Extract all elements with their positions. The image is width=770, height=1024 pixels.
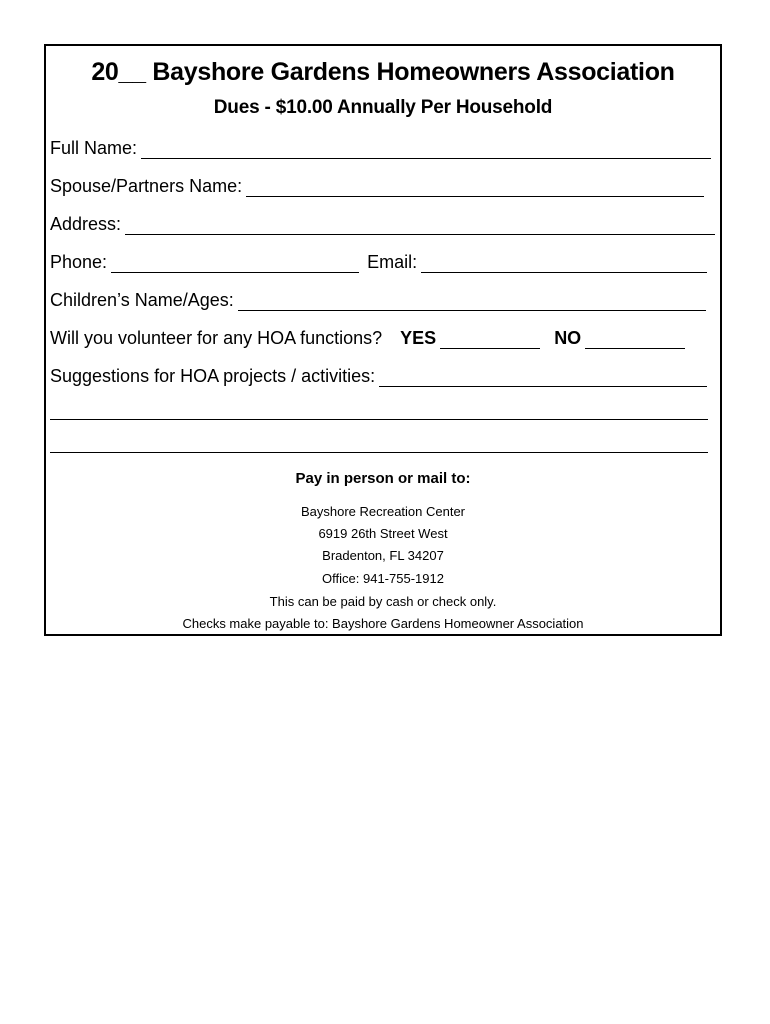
email-label: Email: (367, 252, 418, 272)
suggestions-label: Suggestions for HOA projects / activities: (50, 366, 376, 386)
suggestions-blank[interactable] (379, 370, 707, 387)
payment-office: Office: 941-755-1912 (322, 571, 444, 586)
payment-payable: Checks make payable to: Bayshore Gardens Homeowner Association (182, 616, 584, 631)
children-label: Children’s Name/Ages: (50, 290, 234, 310)
phone-email-row (50, 252, 707, 273)
full-name-label: Full Name: (50, 138, 138, 158)
payment-note: This can be paid by cash or check only. (269, 594, 497, 609)
yes-blank[interactable] (440, 332, 540, 349)
payment-place: Bayshore Recreation Center (300, 504, 466, 519)
spouse-name-row (50, 176, 704, 197)
payment-heading: Pay in person or mail to: (295, 470, 471, 487)
volunteer-row (50, 328, 685, 349)
no-blank[interactable] (585, 332, 685, 349)
form-title: 20__ Bayshore Gardens Homeowners Association (91, 58, 675, 86)
volunteer-question: Will you volunteer for any HOA functions? (50, 328, 383, 348)
suggestions-extra-line-1[interactable] (50, 418, 708, 420)
payment-city: Bradenton, FL 34207 (322, 548, 444, 563)
spouse-name-blank[interactable] (246, 180, 704, 197)
full-name-blank[interactable] (141, 142, 711, 159)
email-blank[interactable] (421, 256, 707, 273)
no-label: NO (554, 328, 582, 348)
address-row (50, 214, 715, 235)
payment-street: 6919 26th Street West (318, 526, 448, 541)
yes-label: YES (400, 328, 437, 348)
address-blank[interactable] (125, 218, 715, 235)
phone-label: Phone: (50, 252, 108, 272)
phone-blank[interactable] (111, 256, 359, 273)
children-blank[interactable] (238, 294, 706, 311)
suggestions-row (50, 366, 707, 387)
spouse-name-label: Spouse/Partners Name: (50, 176, 243, 196)
suggestions-extra-line-2[interactable] (50, 451, 708, 453)
children-row (50, 290, 706, 311)
full-name-row (50, 138, 711, 159)
address-label: Address: (50, 214, 122, 234)
form-subtitle: Dues - $10.00 Annually Per Household (213, 97, 553, 118)
dues-form (44, 44, 722, 636)
